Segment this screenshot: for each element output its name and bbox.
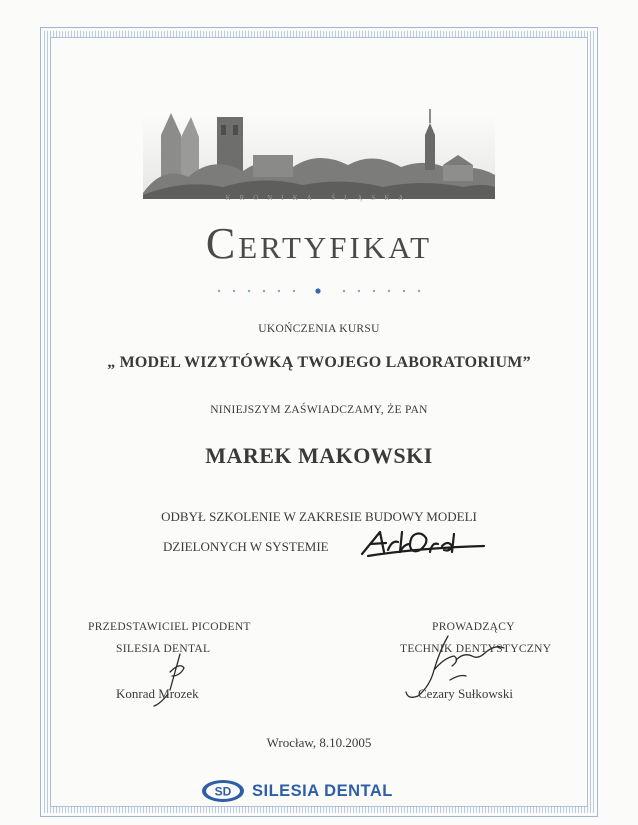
training-description-line1: ODBYŁ SZKOLENIE W ZAKRESIE BUDOWY MODELI xyxy=(161,509,477,524)
city-skyline-illustration xyxy=(143,95,495,205)
place-and-date: Wrocław, 8.10.2005 xyxy=(266,735,372,750)
right-signatory-role-line1: PROWADZĄCY xyxy=(432,621,515,633)
right-signatory-role-line2: TECHNIK DENTYSTYCZNY xyxy=(400,643,552,655)
training-description-line2: DZIELONYCH W SYSTEMIE xyxy=(163,539,329,554)
certificate-title: Certyfikat xyxy=(205,219,433,268)
silesia-dental-logo-text: SILESIA DENTAL xyxy=(252,781,393,800)
silesia-dental-mark-icon xyxy=(200,778,246,804)
left-signatory-role-line1: PRZEDSTAWICIEL PICODENT xyxy=(88,621,251,633)
statement-line: NINIEJSZYM ZAŚWIADCZAMY, ŻE PAN xyxy=(210,404,428,416)
course-name: „ MODEL WIZYTÓWKĄ TWOJEGO LABORATORIUM” xyxy=(107,354,531,371)
art-oral-logo xyxy=(358,526,490,560)
left-signatory-role-line2: SILESIA DENTAL xyxy=(116,643,211,655)
illustration-caption: KRONIKA ŚLĄSKA xyxy=(225,194,413,202)
silesia-dental-logo xyxy=(200,776,420,806)
decorative-dot-divider xyxy=(214,285,424,297)
right-signatory-name: Cezary Sułkowski xyxy=(418,686,513,701)
left-signatory-name: Konrad Mrozek xyxy=(116,686,199,701)
logo-mark-text: SD xyxy=(214,784,232,799)
certificate-subtitle: UKOŃCZENIA KURSU xyxy=(258,323,380,335)
recipient-name: MAREK MAKOWSKI xyxy=(205,443,433,468)
